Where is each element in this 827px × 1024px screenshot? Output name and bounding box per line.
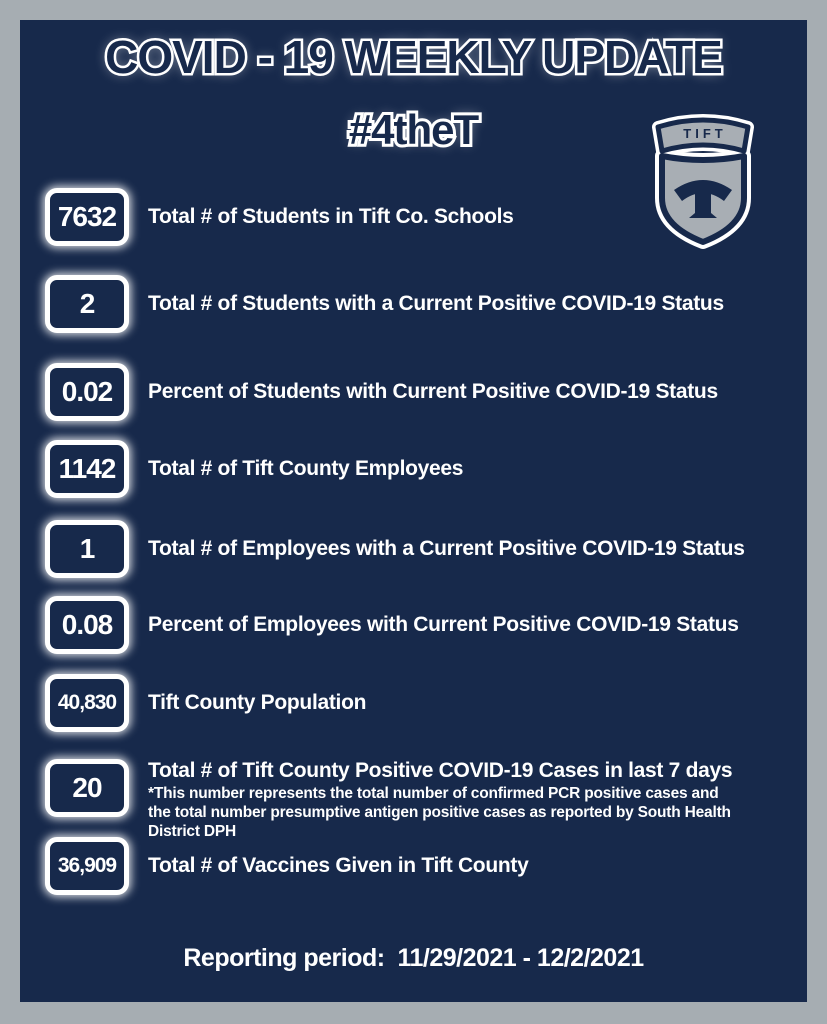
stat-value: 0.08: [61, 609, 113, 640]
stat-row-students-percent: [45, 363, 718, 421]
stat-label: Total # of Vaccines Given in Tift County: [148, 853, 529, 877]
stat-row-students-positive: [45, 275, 724, 333]
stat-value: 1142: [58, 453, 116, 484]
stat-row-vaccines-given: [45, 837, 528, 895]
stat-value-box: [45, 440, 129, 498]
stat-label: Total # of Students in Tift Co. Schools: [148, 204, 514, 228]
stat-value: 20: [72, 772, 102, 803]
stat-value-box: [45, 596, 129, 654]
stat-row-students-total: [45, 188, 514, 246]
stat-value: 1: [79, 533, 95, 564]
stat-label: Total # of Students with a Current Positive COVID-19 Status: [148, 291, 724, 315]
stat-row-county-cases-7days: [45, 759, 733, 842]
stat-label: Percent of Employees with Current Positive COVID-19 Status: [148, 612, 739, 636]
stat-value: 0.02: [61, 376, 113, 407]
stat-footnote: *This number represents the total number of confirmed PCR positive cases and the total number presumptive antigen positive cases as reported by South Health District DPH: [148, 785, 731, 840]
stat-value-box: [45, 520, 129, 578]
stat-label: Tift County Population: [148, 690, 367, 714]
stat-row-employees-percent: [45, 596, 739, 654]
stat-label: Percent of Students with Current Positive COVID-19 Status: [148, 379, 718, 403]
stat-value-box: [45, 275, 129, 333]
stat-label: Total # of Tift County Employees: [148, 456, 464, 480]
hashtag-subtitle: #4theT: [348, 106, 479, 153]
stat-value: 40,830: [57, 691, 117, 714]
page-title: COVID - 19 WEEKLY UPDATE: [105, 31, 722, 83]
stat-value-box: [45, 363, 129, 421]
banner-text: TIFT: [683, 126, 727, 141]
stat-value-box: [45, 674, 129, 732]
stat-row-county-population: [45, 674, 366, 732]
stat-value: 2: [79, 288, 95, 319]
infographic-panel: [20, 20, 807, 1002]
tift-shield-logo: [646, 112, 760, 252]
stat-value-box: [45, 759, 129, 817]
stat-value-box: [45, 837, 129, 895]
stat-label-group: [148, 759, 733, 842]
stat-label: Total # of Tift County Positive COVID-19 Cases in last 7 days: [148, 759, 733, 782]
reporting-period: Reporting period: 11/29/2021 - 12/2/2021: [183, 944, 644, 972]
stat-value: 7632: [57, 201, 117, 232]
stat-label: Total # of Employees with a Current Positive COVID-19 Status: [148, 536, 745, 560]
stat-row-employees-positive: [45, 520, 745, 578]
stat-value-box: [45, 188, 129, 246]
stat-row-employees-total: [45, 440, 463, 498]
tift-shield-icon: [646, 112, 760, 252]
stat-value: 36,909: [57, 854, 117, 877]
